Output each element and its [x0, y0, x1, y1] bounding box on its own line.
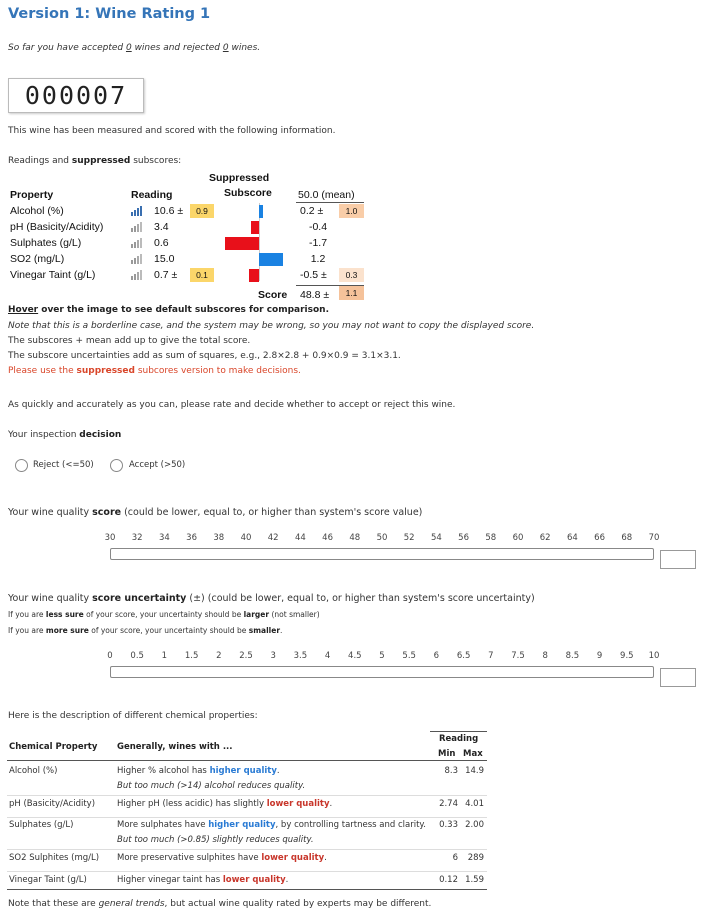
wine-subscore: -0.4: [308, 221, 328, 233]
tick-label: 9.5: [620, 651, 634, 661]
tick-label: 70: [648, 533, 660, 543]
subscore-bar: [259, 253, 283, 266]
signal-strength-icon: [131, 270, 145, 280]
chem-description: More sulphates have higher quality, by controlling tartness and clarity.: [117, 820, 426, 830]
chem-description: More preservative sulphites have lower quality.: [117, 853, 327, 863]
wine-subscore: 0.2 ±: [300, 205, 324, 217]
instruction-text: As quickly and accurately as you can, please rate and decide whether to accept or reject this wine.: [8, 400, 456, 410]
subscore-bar: [225, 237, 259, 250]
signal-strength-icon: [131, 222, 145, 232]
wine-property: Alcohol (%): [10, 205, 64, 217]
reject-radio[interactable]: [15, 459, 28, 472]
wine-subscore: -1.7: [308, 237, 328, 249]
uncertainty-prompt: Your wine quality score uncertainty (±) (could be lower, equal to, or higher than system's score uncertainty): [8, 593, 535, 604]
header-generally: Generally, wines with ...: [117, 742, 233, 752]
wine-subscore: 1.2: [310, 253, 326, 265]
wine-reading: 15.0: [154, 253, 175, 265]
wine-property: Vinegar Taint (g/L): [10, 269, 96, 281]
wine-reading: 0.6: [154, 237, 169, 249]
tick-label: 64: [566, 533, 578, 543]
tick-label: 58: [485, 533, 497, 543]
accept-radio[interactable]: [110, 459, 123, 472]
tick-label: 46: [322, 533, 334, 543]
tick-label: 8: [542, 651, 548, 661]
tick-label: 5.5: [402, 651, 416, 661]
score-input[interactable]: [660, 550, 696, 569]
score-slider[interactable]: [110, 548, 654, 560]
tick-label: 38: [213, 533, 225, 543]
wine-reading: 10.6 ±: [154, 205, 184, 217]
intro-text: This wine has been measured and scored with the following information.: [8, 126, 336, 136]
chem-min: 6: [452, 853, 458, 863]
chem-property: SO2 Sulphites (mg/L): [9, 853, 100, 863]
tick-label: 5: [379, 651, 385, 661]
tick-label: 60: [512, 533, 524, 543]
tick-label: 30: [104, 533, 116, 543]
page-title: Version 1: Wine Rating 1: [8, 6, 211, 22]
tick-label: 42: [267, 533, 279, 543]
uncertainty-ticks: [0, 651, 708, 663]
tick-label: 32: [131, 533, 143, 543]
tick-label: 6.5: [456, 651, 471, 661]
wine-readings-image[interactable]: [0, 170, 380, 305]
chem-max: 2.00: [465, 820, 484, 830]
signal-strength-icon: [131, 238, 145, 248]
tick-label: 1.5: [184, 651, 199, 661]
score-prompt: Your wine quality score (could be lower, equal to, or higher than system's score value): [8, 507, 423, 518]
chem-description: Higher % alcohol has higher quality.: [117, 766, 280, 776]
chem-property: pH (Basicity/Acidity): [9, 799, 96, 809]
chem-min: 8.3: [444, 766, 458, 776]
summary-text: So far you have accepted 0 wines and rejected 0 wines.: [8, 43, 261, 53]
accept-label[interactable]: Accept (>50): [129, 460, 186, 470]
tick-label: 7.5: [511, 651, 525, 661]
chem-description: Higher vinegar taint has lower quality.: [117, 875, 289, 885]
tick-label: 0: [107, 651, 113, 661]
subscore-uncertainty-chip: 0.3: [339, 268, 364, 282]
uncertainty-slider[interactable]: [110, 666, 654, 678]
tick-label: 3: [270, 651, 276, 661]
chem-min: 0.33: [439, 820, 458, 830]
chem-property: Vinegar Taint (g/L): [9, 875, 87, 885]
tick-label: 62: [539, 533, 551, 543]
header-suppressed: Suppressed: [209, 172, 270, 184]
uncertainty-hint-more: If you are more sure of your score, your uncertainty should be smaller.: [8, 626, 283, 635]
wine-counter: 000007: [8, 78, 144, 113]
tick-label: 9: [596, 651, 603, 661]
wine-property: SO2 (mg/L): [10, 253, 65, 265]
reject-label[interactable]: Reject (<=50): [33, 460, 94, 470]
chem-max: 289: [467, 853, 484, 863]
tick-label: 0.5: [130, 651, 144, 661]
readings-label: Readings and suppressed subscores:: [8, 156, 182, 166]
wine-subscore: -0.5 ±: [300, 269, 327, 281]
score-ticks: [0, 533, 708, 545]
subscore-bar: [251, 221, 259, 234]
score-value: 48.8 ±: [300, 289, 330, 301]
tick-label: 48: [349, 533, 361, 543]
tick-label: 44: [294, 533, 306, 543]
signal-strength-icon: [131, 206, 145, 216]
tick-label: 2: [216, 651, 222, 661]
header-min: Min: [438, 749, 456, 759]
chem-description: Higher pH (less acidic) has slightly lower quality.: [117, 799, 333, 809]
tick-label: 6: [433, 651, 440, 661]
tick-label: 34: [158, 533, 170, 543]
uncertainty-note: The subscore uncertainties add as sum of squares, e.g., 2.8×2.8 + 0.9×0.9 = 3.1×3.1.: [8, 351, 401, 361]
uncertainty-input[interactable]: [660, 668, 696, 687]
tick-label: 4: [324, 651, 331, 661]
chem-min: 0.12: [439, 875, 458, 885]
chem-property: Sulphates (g/L): [9, 820, 74, 830]
tick-label: 3.5: [293, 651, 308, 661]
tick-label: 2.5: [239, 651, 253, 661]
subscore-uncertainty-chip: 1.0: [339, 204, 364, 218]
sum-note: The subscores + mean add up to give the total score.: [8, 336, 251, 346]
tick-label: 56: [458, 533, 470, 543]
tick-label: 1: [161, 651, 168, 661]
footer-note: Note that these are general trends, but actual wine quality rated by experts may be different.: [8, 899, 432, 909]
tick-label: 7: [488, 651, 494, 661]
hover-note: Hover over the image to see default subscores for comparison.: [8, 305, 330, 315]
header-max: Max: [463, 749, 483, 759]
wine-property: pH (Basicity/Acidity): [10, 221, 104, 233]
borderline-note: Note that this is a borderline case, and the system may be wrong, so you may not want to copy the displayed score.: [8, 321, 535, 331]
subscore-bar: [249, 269, 259, 282]
tick-label: 40: [240, 533, 252, 543]
tick-label: 52: [403, 533, 415, 543]
tick-label: 66: [594, 533, 606, 543]
wine-property: Sulphates (g/L): [10, 237, 82, 249]
chem-caveat: But too much (>0.85) slightly reduces quality.: [117, 835, 314, 845]
reading-uncertainty-chip: 0.9: [190, 204, 214, 218]
chem-max: 4.01: [465, 799, 484, 809]
reading-uncertainty-chip: 0.1: [190, 268, 214, 282]
wine-reading: 3.4: [154, 221, 169, 233]
description-intro: Here is the description of different chemical properties:: [8, 711, 258, 721]
header-mean: 50.0 (mean): [298, 189, 355, 201]
header-reading: Reading: [439, 734, 479, 744]
subscore-bar: [259, 205, 263, 218]
decision-label: Your inspection decision: [8, 430, 122, 440]
header-reading: Reading: [131, 189, 173, 201]
score-label: Score: [258, 289, 288, 301]
please-note: Please use the suppressed subcores version to make decisions.: [8, 366, 301, 376]
header-subscore: Subscore: [224, 187, 272, 199]
chemical-properties-table: [0, 730, 500, 895]
header-chemical-property: Chemical Property: [9, 742, 98, 752]
score-uncertainty-chip: 1.1: [339, 286, 364, 300]
signal-strength-icon: [131, 254, 145, 264]
chem-max: 1.59: [465, 875, 484, 885]
tick-label: 10: [648, 651, 660, 661]
wine-reading: 0.7 ±: [154, 269, 178, 281]
tick-label: 4.5: [348, 651, 362, 661]
tick-label: 68: [621, 533, 633, 543]
chem-max: 14.9: [465, 766, 484, 776]
tick-label: 36: [186, 533, 198, 543]
chem-property: Alcohol (%): [9, 766, 58, 776]
uncertainty-hint-less: If you are less sure of your score, your uncertainty should be larger (not smaller): [8, 610, 320, 619]
header-property: Property: [10, 189, 54, 201]
chem-min: 2.74: [439, 799, 458, 809]
tick-label: 50: [376, 533, 388, 543]
tick-label: 8.5: [565, 651, 580, 661]
tick-label: 54: [430, 533, 442, 543]
chem-caveat: But too much (>14) alcohol reduces quality.: [117, 781, 306, 791]
